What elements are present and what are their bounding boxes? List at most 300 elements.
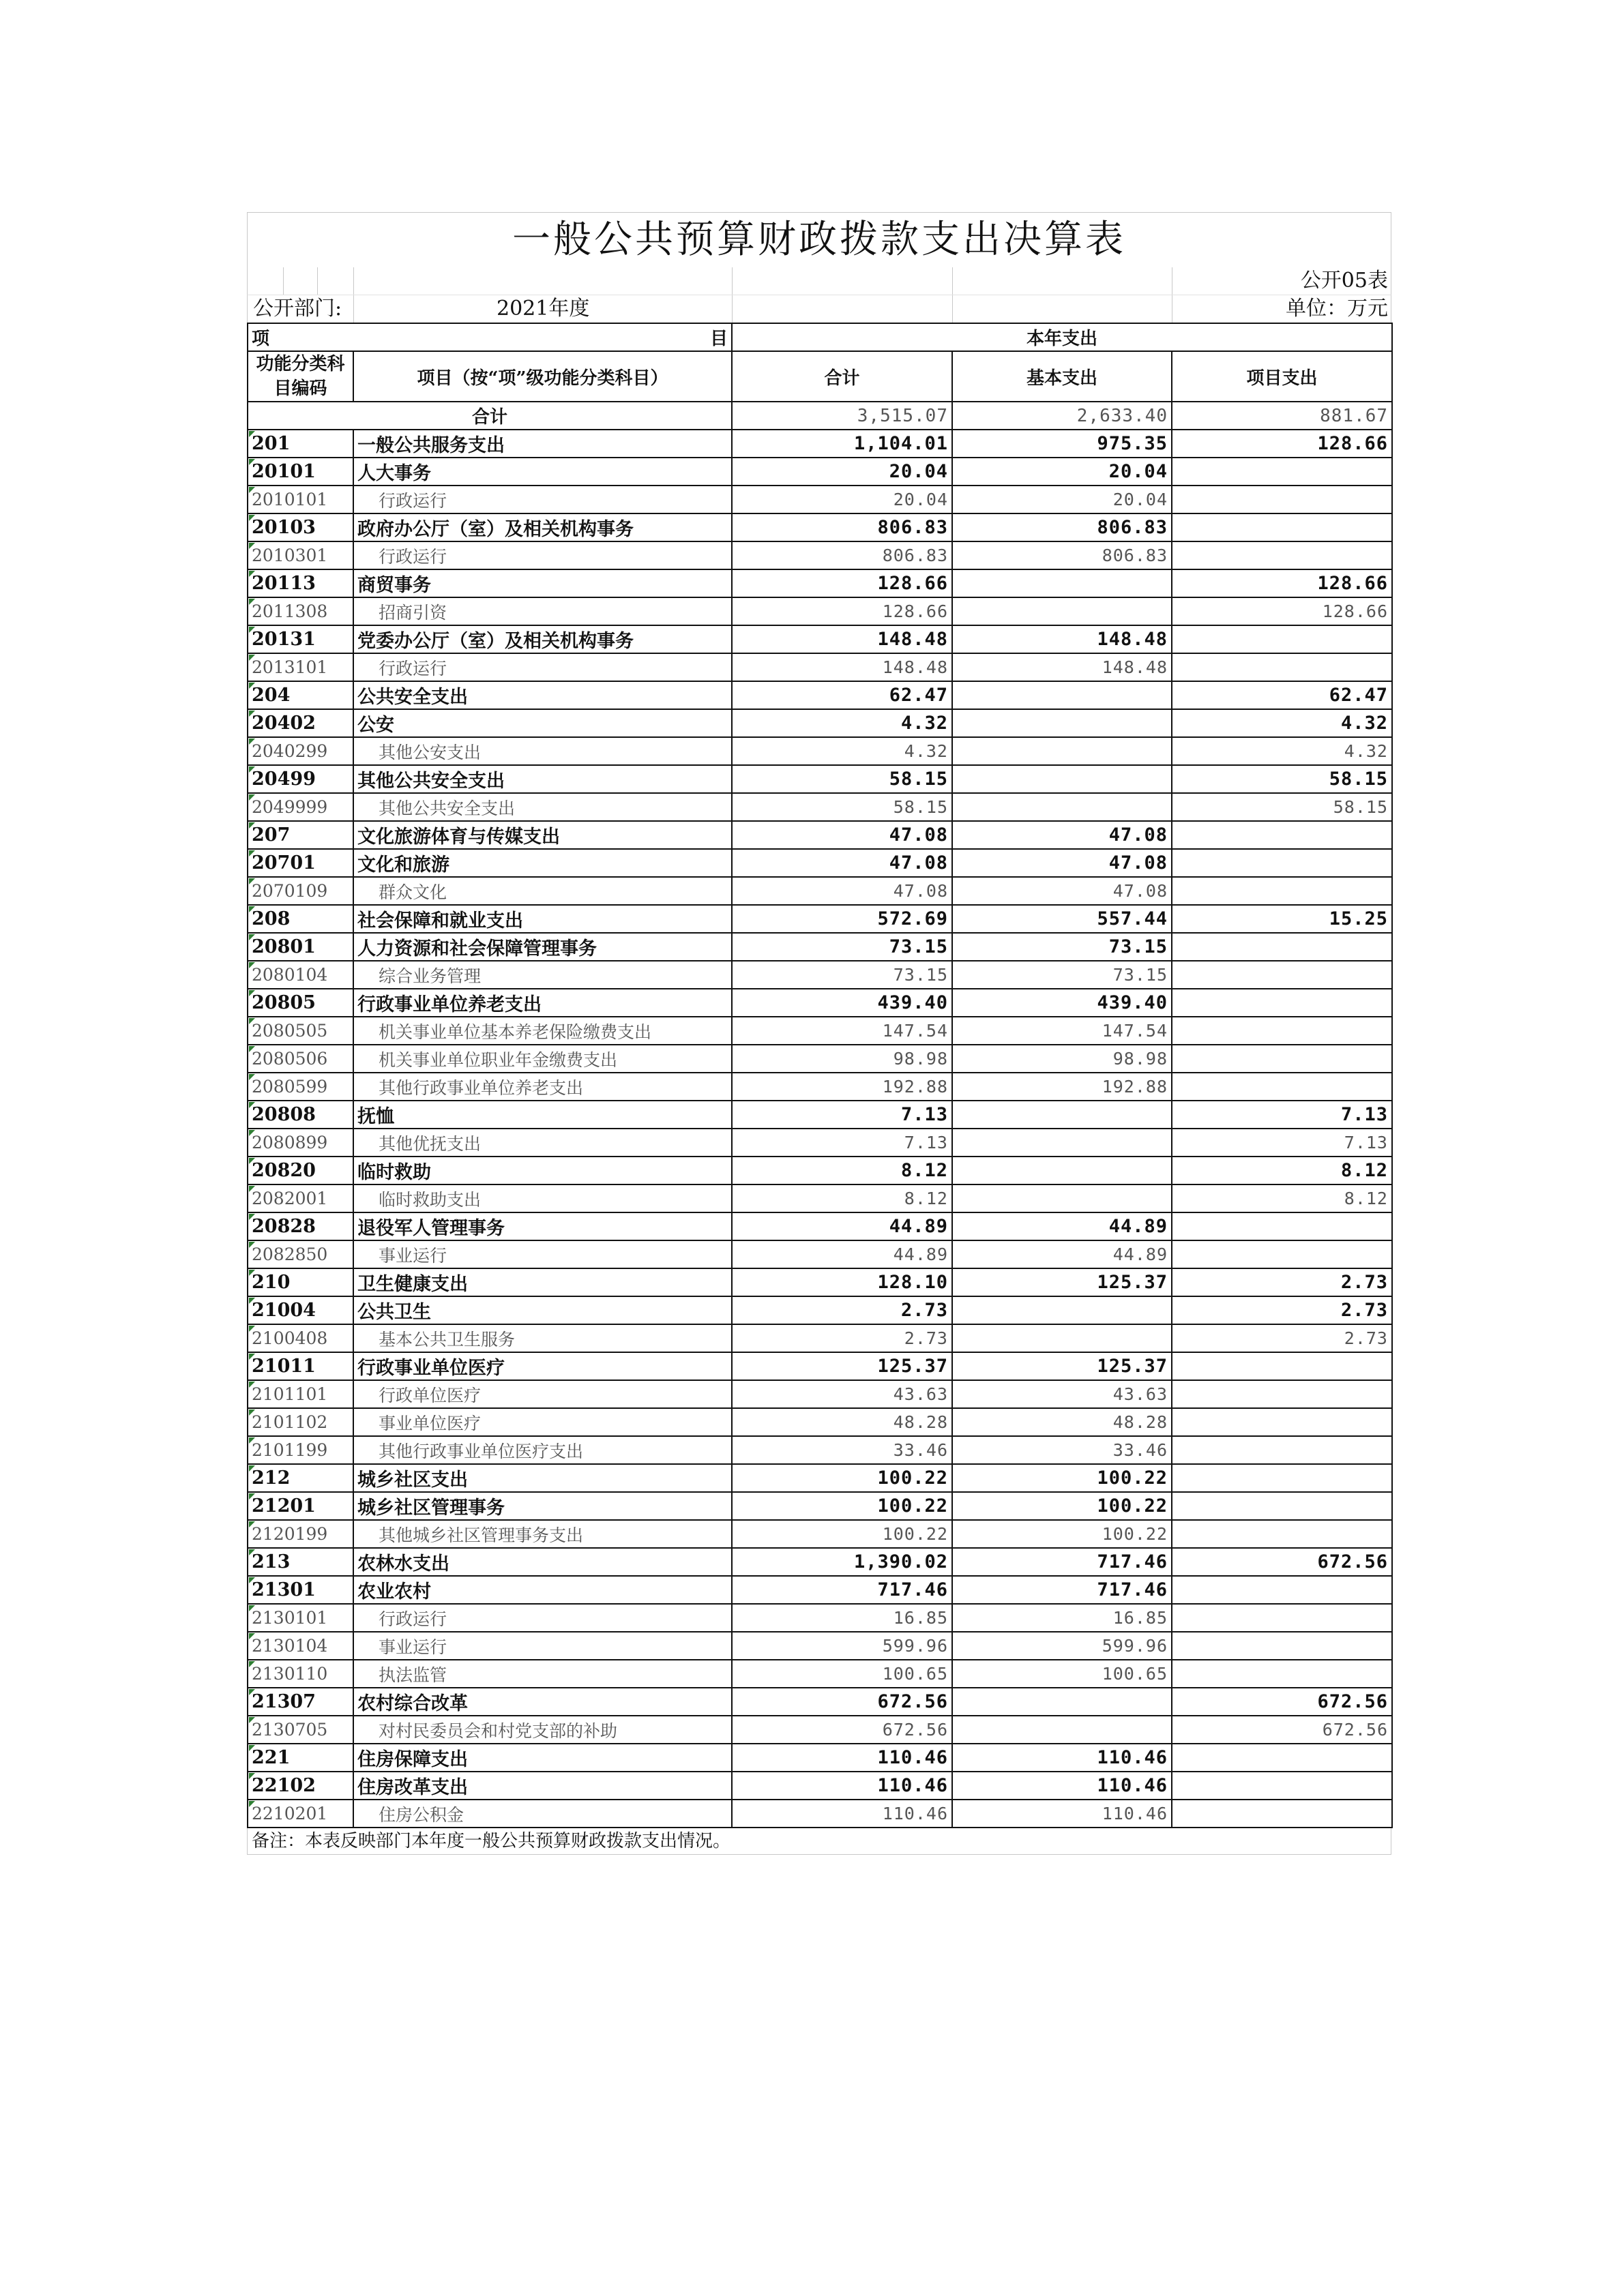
row-name: 公安 xyxy=(353,709,732,737)
row-project: 58.15 xyxy=(1172,793,1392,821)
dept-label: 公开部门: xyxy=(253,297,342,320)
row-basic xyxy=(952,709,1172,737)
row-code: 21301 xyxy=(248,1576,353,1604)
row-total: 7.13 xyxy=(732,1129,952,1157)
row-code: 2010101 xyxy=(248,486,353,513)
row-basic xyxy=(952,569,1172,597)
report-year: 2021年度 xyxy=(497,297,590,320)
row-total: 672.56 xyxy=(732,1716,952,1744)
row-basic: 147.54 xyxy=(952,1017,1172,1045)
table-row xyxy=(248,709,1392,737)
row-code: 20701 xyxy=(248,849,353,877)
row-code: 2100408 xyxy=(248,1324,353,1352)
row-name: 公共安全支出 xyxy=(353,681,732,709)
row-name: 基本公共卫生服务 xyxy=(353,1324,732,1352)
row-basic: 806.83 xyxy=(952,541,1172,569)
row-total: 100.65 xyxy=(732,1660,952,1688)
row-basic: 125.37 xyxy=(952,1268,1172,1296)
row-total: 806.83 xyxy=(732,513,952,541)
table-row xyxy=(248,765,1392,793)
row-basic: 47.08 xyxy=(952,849,1172,877)
row-name: 综合业务管理 xyxy=(353,961,732,989)
row-basic xyxy=(952,737,1172,765)
table-row xyxy=(248,486,1392,513)
row-name: 人力资源和社会保障管理事务 xyxy=(353,933,732,961)
row-name: 机关事业单位职业年金缴费支出 xyxy=(353,1045,732,1073)
row-basic: 100.22 xyxy=(952,1520,1172,1548)
row-project: 2.73 xyxy=(1172,1268,1392,1296)
current-year-header: 本年支出 xyxy=(732,323,1392,351)
row-code: 21201 xyxy=(248,1492,353,1520)
row-project xyxy=(1172,1408,1392,1436)
row-code: 212 xyxy=(248,1464,353,1492)
row-code: 20820 xyxy=(248,1157,353,1184)
row-total: 33.46 xyxy=(732,1436,952,1464)
row-total: 2.73 xyxy=(732,1324,952,1352)
row-code: 208 xyxy=(248,905,353,933)
row-total: 110.46 xyxy=(732,1800,952,1828)
row-project: 672.56 xyxy=(1172,1548,1392,1576)
row-name: 行政运行 xyxy=(353,1604,732,1632)
row-name: 行政事业单位医疗 xyxy=(353,1352,732,1380)
table-row xyxy=(248,989,1392,1017)
row-total: 8.12 xyxy=(732,1157,952,1184)
row-project xyxy=(1172,1576,1392,1604)
row-code: 2040299 xyxy=(248,737,353,765)
table-row xyxy=(248,681,1392,709)
table-row xyxy=(248,1212,1392,1240)
row-name: 人大事务 xyxy=(353,458,732,486)
row-total: 110.46 xyxy=(732,1744,952,1772)
row-code: 2130705 xyxy=(248,1716,353,1744)
row-name: 城乡社区管理事务 xyxy=(353,1492,732,1520)
row-name: 住房公积金 xyxy=(353,1800,732,1828)
table-row xyxy=(248,821,1392,849)
table-row xyxy=(248,1688,1392,1716)
row-total: 806.83 xyxy=(732,541,952,569)
row-total: 48.28 xyxy=(732,1408,952,1436)
row-code: 2130101 xyxy=(248,1604,353,1632)
row-basic: 73.15 xyxy=(952,961,1172,989)
row-basic: 43.63 xyxy=(952,1380,1172,1408)
name-col-header: 项目（按“项”级功能分类科目） xyxy=(353,351,732,402)
row-total: 73.15 xyxy=(732,961,952,989)
row-code: 2070109 xyxy=(248,877,353,905)
row-name: 事业运行 xyxy=(353,1240,732,1268)
table-row xyxy=(248,1772,1392,1800)
row-name: 一般公共服务支出 xyxy=(353,430,732,458)
row-project xyxy=(1172,1212,1392,1240)
table-row xyxy=(248,1380,1392,1408)
row-total: 1,390.02 xyxy=(732,1548,952,1576)
row-total: 47.08 xyxy=(732,821,952,849)
row-name: 其他行政事业单位医疗支出 xyxy=(353,1436,732,1464)
row-code: 207 xyxy=(248,821,353,849)
basic-col-header: 基本支出 xyxy=(952,351,1172,402)
table-row xyxy=(248,569,1392,597)
row-code: 20805 xyxy=(248,989,353,1017)
table-row xyxy=(248,625,1392,653)
row-basic xyxy=(952,1716,1172,1744)
row-total: 439.40 xyxy=(732,989,952,1017)
row-name: 农村综合改革 xyxy=(353,1688,732,1716)
table-row xyxy=(248,1240,1392,1268)
grand-total-value: 3,515.07 xyxy=(732,402,952,430)
row-total: 100.22 xyxy=(732,1520,952,1548)
row-total: 125.37 xyxy=(732,1352,952,1380)
row-name: 行政单位医疗 xyxy=(353,1380,732,1408)
row-name: 行政事业单位养老支出 xyxy=(353,989,732,1017)
row-name: 农林水支出 xyxy=(353,1548,732,1576)
table-row xyxy=(248,737,1392,765)
row-basic: 47.08 xyxy=(952,821,1172,849)
row-name: 事业运行 xyxy=(353,1632,732,1660)
row-total: 7.13 xyxy=(732,1101,952,1129)
row-name: 其他公共安全支出 xyxy=(353,765,732,793)
row-code: 20101 xyxy=(248,458,353,486)
row-basic: 557.44 xyxy=(952,905,1172,933)
table-row xyxy=(248,961,1392,989)
row-total: 20.04 xyxy=(732,486,952,513)
row-basic: 47.08 xyxy=(952,877,1172,905)
form-number-row xyxy=(247,267,1391,295)
row-project: 62.47 xyxy=(1172,681,1392,709)
table-row xyxy=(248,541,1392,569)
row-basic: 110.46 xyxy=(952,1744,1172,1772)
table-row xyxy=(248,1073,1392,1101)
row-code: 2080899 xyxy=(248,1129,353,1157)
row-total: 43.63 xyxy=(732,1380,952,1408)
row-project xyxy=(1172,961,1392,989)
row-project: 7.13 xyxy=(1172,1129,1392,1157)
table-row xyxy=(248,458,1392,486)
table-row xyxy=(248,1324,1392,1352)
row-project xyxy=(1172,1017,1392,1045)
row-code: 204 xyxy=(248,681,353,709)
row-project: 8.12 xyxy=(1172,1157,1392,1184)
project-col-header: 项目支出 xyxy=(1172,351,1392,402)
table-row xyxy=(248,933,1392,961)
row-project: 128.66 xyxy=(1172,597,1392,625)
row-name: 其他优抚支出 xyxy=(353,1129,732,1157)
row-project xyxy=(1172,1073,1392,1101)
row-project xyxy=(1172,1660,1392,1688)
row-project xyxy=(1172,1240,1392,1268)
table-row xyxy=(248,1548,1392,1576)
row-name: 抚恤 xyxy=(353,1101,732,1129)
row-total: 147.54 xyxy=(732,1017,952,1045)
item-header-left: 项 xyxy=(252,329,270,349)
row-project xyxy=(1172,513,1392,541)
row-basic xyxy=(952,1688,1172,1716)
table-row xyxy=(248,1436,1392,1464)
row-name: 行政运行 xyxy=(353,653,732,681)
row-name: 公共卫生 xyxy=(353,1296,732,1324)
row-basic: 33.46 xyxy=(952,1436,1172,1464)
table-row xyxy=(248,597,1392,625)
table-row xyxy=(248,1716,1392,1744)
row-total: 148.48 xyxy=(732,625,952,653)
row-name: 其他城乡社区管理事务支出 xyxy=(353,1520,732,1548)
row-total: 599.96 xyxy=(732,1632,952,1660)
table-row xyxy=(248,1101,1392,1129)
row-code: 2010301 xyxy=(248,541,353,569)
row-total: 110.46 xyxy=(732,1772,952,1800)
row-project: 15.25 xyxy=(1172,905,1392,933)
row-basic: 148.48 xyxy=(952,625,1172,653)
table-row xyxy=(248,513,1392,541)
row-basic: 20.04 xyxy=(952,458,1172,486)
table-row xyxy=(248,653,1392,681)
row-project: 128.66 xyxy=(1172,569,1392,597)
row-basic: 100.65 xyxy=(952,1660,1172,1688)
row-name: 住房改革支出 xyxy=(353,1772,732,1800)
table-row xyxy=(248,1268,1392,1296)
row-code: 20402 xyxy=(248,709,353,737)
row-project xyxy=(1172,1352,1392,1380)
row-code: 201 xyxy=(248,430,353,458)
row-total: 2.73 xyxy=(732,1296,952,1324)
row-total: 20.04 xyxy=(732,458,952,486)
grand-total-row xyxy=(248,402,1392,430)
table-row xyxy=(248,1604,1392,1632)
row-basic xyxy=(952,597,1172,625)
row-project xyxy=(1172,821,1392,849)
row-total: 47.08 xyxy=(732,877,952,905)
row-name: 招商引资 xyxy=(353,597,732,625)
row-basic: 110.46 xyxy=(952,1772,1172,1800)
table-row xyxy=(248,793,1392,821)
row-name: 对村民委员会和村党支部的补助 xyxy=(353,1716,732,1744)
row-project: 672.56 xyxy=(1172,1716,1392,1744)
row-code: 210 xyxy=(248,1268,353,1296)
row-name: 行政运行 xyxy=(353,541,732,569)
dept-row xyxy=(247,295,1391,323)
row-name: 其他公共安全支出 xyxy=(353,793,732,821)
row-project: 128.66 xyxy=(1172,430,1392,458)
row-basic xyxy=(952,1157,1172,1184)
table-row xyxy=(248,849,1392,877)
table-row xyxy=(248,1632,1392,1660)
row-basic: 20.04 xyxy=(952,486,1172,513)
row-project: 2.73 xyxy=(1172,1324,1392,1352)
row-name: 政府办公厅（室）及相关机构事务 xyxy=(353,513,732,541)
table-row xyxy=(248,1129,1392,1157)
row-total: 1,104.01 xyxy=(732,430,952,458)
row-total: 192.88 xyxy=(732,1073,952,1101)
row-basic: 16.85 xyxy=(952,1604,1172,1632)
table-row xyxy=(248,905,1392,933)
row-name: 商贸事务 xyxy=(353,569,732,597)
unit-label: 单位：万元 xyxy=(1286,297,1388,320)
item-header-cell xyxy=(248,323,732,351)
row-project xyxy=(1172,1604,1392,1632)
row-code: 20828 xyxy=(248,1212,353,1240)
row-name: 其他行政事业单位养老支出 xyxy=(353,1073,732,1101)
row-basic xyxy=(952,1324,1172,1352)
grand-total-basic: 2,633.40 xyxy=(952,402,1172,430)
row-basic: 44.89 xyxy=(952,1212,1172,1240)
row-project xyxy=(1172,1492,1392,1520)
row-project xyxy=(1172,458,1392,486)
row-basic xyxy=(952,765,1172,793)
row-basic: 192.88 xyxy=(952,1073,1172,1101)
row-code: 2130110 xyxy=(248,1660,353,1688)
row-total: 98.98 xyxy=(732,1045,952,1073)
grand-total-project: 881.67 xyxy=(1172,402,1392,430)
row-project xyxy=(1172,849,1392,877)
header-row-1 xyxy=(248,323,1392,351)
row-total: 47.08 xyxy=(732,849,952,877)
row-code: 20113 xyxy=(248,569,353,597)
row-name: 城乡社区支出 xyxy=(353,1464,732,1492)
row-basic: 806.83 xyxy=(952,513,1172,541)
table-row xyxy=(248,1352,1392,1380)
row-total: 62.47 xyxy=(732,681,952,709)
row-project xyxy=(1172,1800,1392,1828)
row-code: 2101199 xyxy=(248,1436,353,1464)
row-code: 2101101 xyxy=(248,1380,353,1408)
row-total: 58.15 xyxy=(732,793,952,821)
row-name: 临时救助支出 xyxy=(353,1184,732,1212)
row-basic: 73.15 xyxy=(952,933,1172,961)
row-total: 672.56 xyxy=(732,1688,952,1716)
row-project xyxy=(1172,1520,1392,1548)
row-total: 58.15 xyxy=(732,765,952,793)
row-total: 44.89 xyxy=(732,1212,952,1240)
row-code: 2049999 xyxy=(248,793,353,821)
row-total: 717.46 xyxy=(732,1576,952,1604)
row-code: 221 xyxy=(248,1744,353,1772)
row-code: 2080506 xyxy=(248,1045,353,1073)
row-basic: 98.98 xyxy=(952,1045,1172,1073)
code-col-header: 功能分类科目编码 xyxy=(248,351,353,402)
table-row xyxy=(248,1520,1392,1548)
row-basic xyxy=(952,1184,1172,1212)
row-basic xyxy=(952,1296,1172,1324)
row-project xyxy=(1172,877,1392,905)
table-row xyxy=(248,1744,1392,1772)
row-project xyxy=(1172,541,1392,569)
row-code: 20808 xyxy=(248,1101,353,1129)
row-project xyxy=(1172,653,1392,681)
row-basic: 975.35 xyxy=(952,430,1172,458)
row-total: 128.10 xyxy=(732,1268,952,1296)
row-basic: 100.22 xyxy=(952,1492,1172,1520)
table-row xyxy=(248,1157,1392,1184)
row-name: 行政运行 xyxy=(353,486,732,513)
row-name: 卫生健康支出 xyxy=(353,1268,732,1296)
row-total: 100.22 xyxy=(732,1464,952,1492)
row-code: 2120199 xyxy=(248,1520,353,1548)
header-row-2 xyxy=(248,351,1392,402)
table-row xyxy=(248,1800,1392,1828)
table-row xyxy=(248,1576,1392,1604)
table-row xyxy=(248,1184,1392,1212)
row-total: 73.15 xyxy=(732,933,952,961)
row-basic: 148.48 xyxy=(952,653,1172,681)
row-code: 2101102 xyxy=(248,1408,353,1436)
row-basic xyxy=(952,793,1172,821)
row-code: 2013101 xyxy=(248,653,353,681)
table-row xyxy=(248,1017,1392,1045)
row-code: 20131 xyxy=(248,625,353,653)
row-code: 2080104 xyxy=(248,961,353,989)
row-name: 社会保障和就业支出 xyxy=(353,905,732,933)
row-name: 农业农村 xyxy=(353,1576,732,1604)
row-total: 8.12 xyxy=(732,1184,952,1212)
table-row xyxy=(248,1045,1392,1073)
row-code: 2082850 xyxy=(248,1240,353,1268)
form-number: 公开05表 xyxy=(1300,269,1388,293)
row-project: 7.13 xyxy=(1172,1101,1392,1129)
row-name: 党委办公厅（室）及相关机构事务 xyxy=(353,625,732,653)
row-code: 20103 xyxy=(248,513,353,541)
row-total: 4.32 xyxy=(732,737,952,765)
row-code: 20499 xyxy=(248,765,353,793)
row-name: 事业单位医疗 xyxy=(353,1408,732,1436)
row-code: 2082001 xyxy=(248,1184,353,1212)
report-sheet xyxy=(247,212,1391,1855)
row-code: 2130104 xyxy=(248,1632,353,1660)
grand-total-label: 合计 xyxy=(248,402,732,430)
table-row xyxy=(248,1464,1392,1492)
row-name: 住房保障支出 xyxy=(353,1744,732,1772)
row-project xyxy=(1172,933,1392,961)
row-basic: 100.22 xyxy=(952,1464,1172,1492)
row-total: 128.66 xyxy=(732,597,952,625)
row-project: 4.32 xyxy=(1172,737,1392,765)
row-project xyxy=(1172,1464,1392,1492)
row-project xyxy=(1172,1380,1392,1408)
table-row xyxy=(248,1492,1392,1520)
expenditure-table xyxy=(247,323,1393,1828)
item-header-right: 目 xyxy=(709,329,728,349)
row-name: 临时救助 xyxy=(353,1157,732,1184)
row-basic: 44.89 xyxy=(952,1240,1172,1268)
row-name: 文化和旅游 xyxy=(353,849,732,877)
row-project xyxy=(1172,989,1392,1017)
row-code: 21004 xyxy=(248,1296,353,1324)
row-total: 100.22 xyxy=(732,1492,952,1520)
row-code: 2210201 xyxy=(248,1800,353,1828)
row-basic: 717.46 xyxy=(952,1576,1172,1604)
row-basic: 48.28 xyxy=(952,1408,1172,1436)
row-total: 148.48 xyxy=(732,653,952,681)
total-col-header: 合计 xyxy=(732,351,952,402)
row-name: 机关事业单位基本养老保险缴费支出 xyxy=(353,1017,732,1045)
row-total: 16.85 xyxy=(732,1604,952,1632)
report-title: 一般公共预算财政拨款支出决算表 xyxy=(247,212,1391,267)
row-basic: 599.96 xyxy=(952,1632,1172,1660)
table-row xyxy=(248,1408,1392,1436)
row-name: 群众文化 xyxy=(353,877,732,905)
row-project xyxy=(1172,486,1392,513)
row-project: 2.73 xyxy=(1172,1296,1392,1324)
row-code: 21307 xyxy=(248,1688,353,1716)
row-code: 2080599 xyxy=(248,1073,353,1101)
row-basic: 717.46 xyxy=(952,1548,1172,1576)
row-project xyxy=(1172,1436,1392,1464)
row-project: 58.15 xyxy=(1172,765,1392,793)
footnote: 备注：本表反映部门本年度一般公共预算财政拨款支出情况。 xyxy=(247,1828,1391,1855)
row-project: 8.12 xyxy=(1172,1184,1392,1212)
row-code: 22102 xyxy=(248,1772,353,1800)
row-code: 21011 xyxy=(248,1352,353,1380)
table-row xyxy=(248,1296,1392,1324)
row-project xyxy=(1172,1045,1392,1073)
row-total: 44.89 xyxy=(732,1240,952,1268)
